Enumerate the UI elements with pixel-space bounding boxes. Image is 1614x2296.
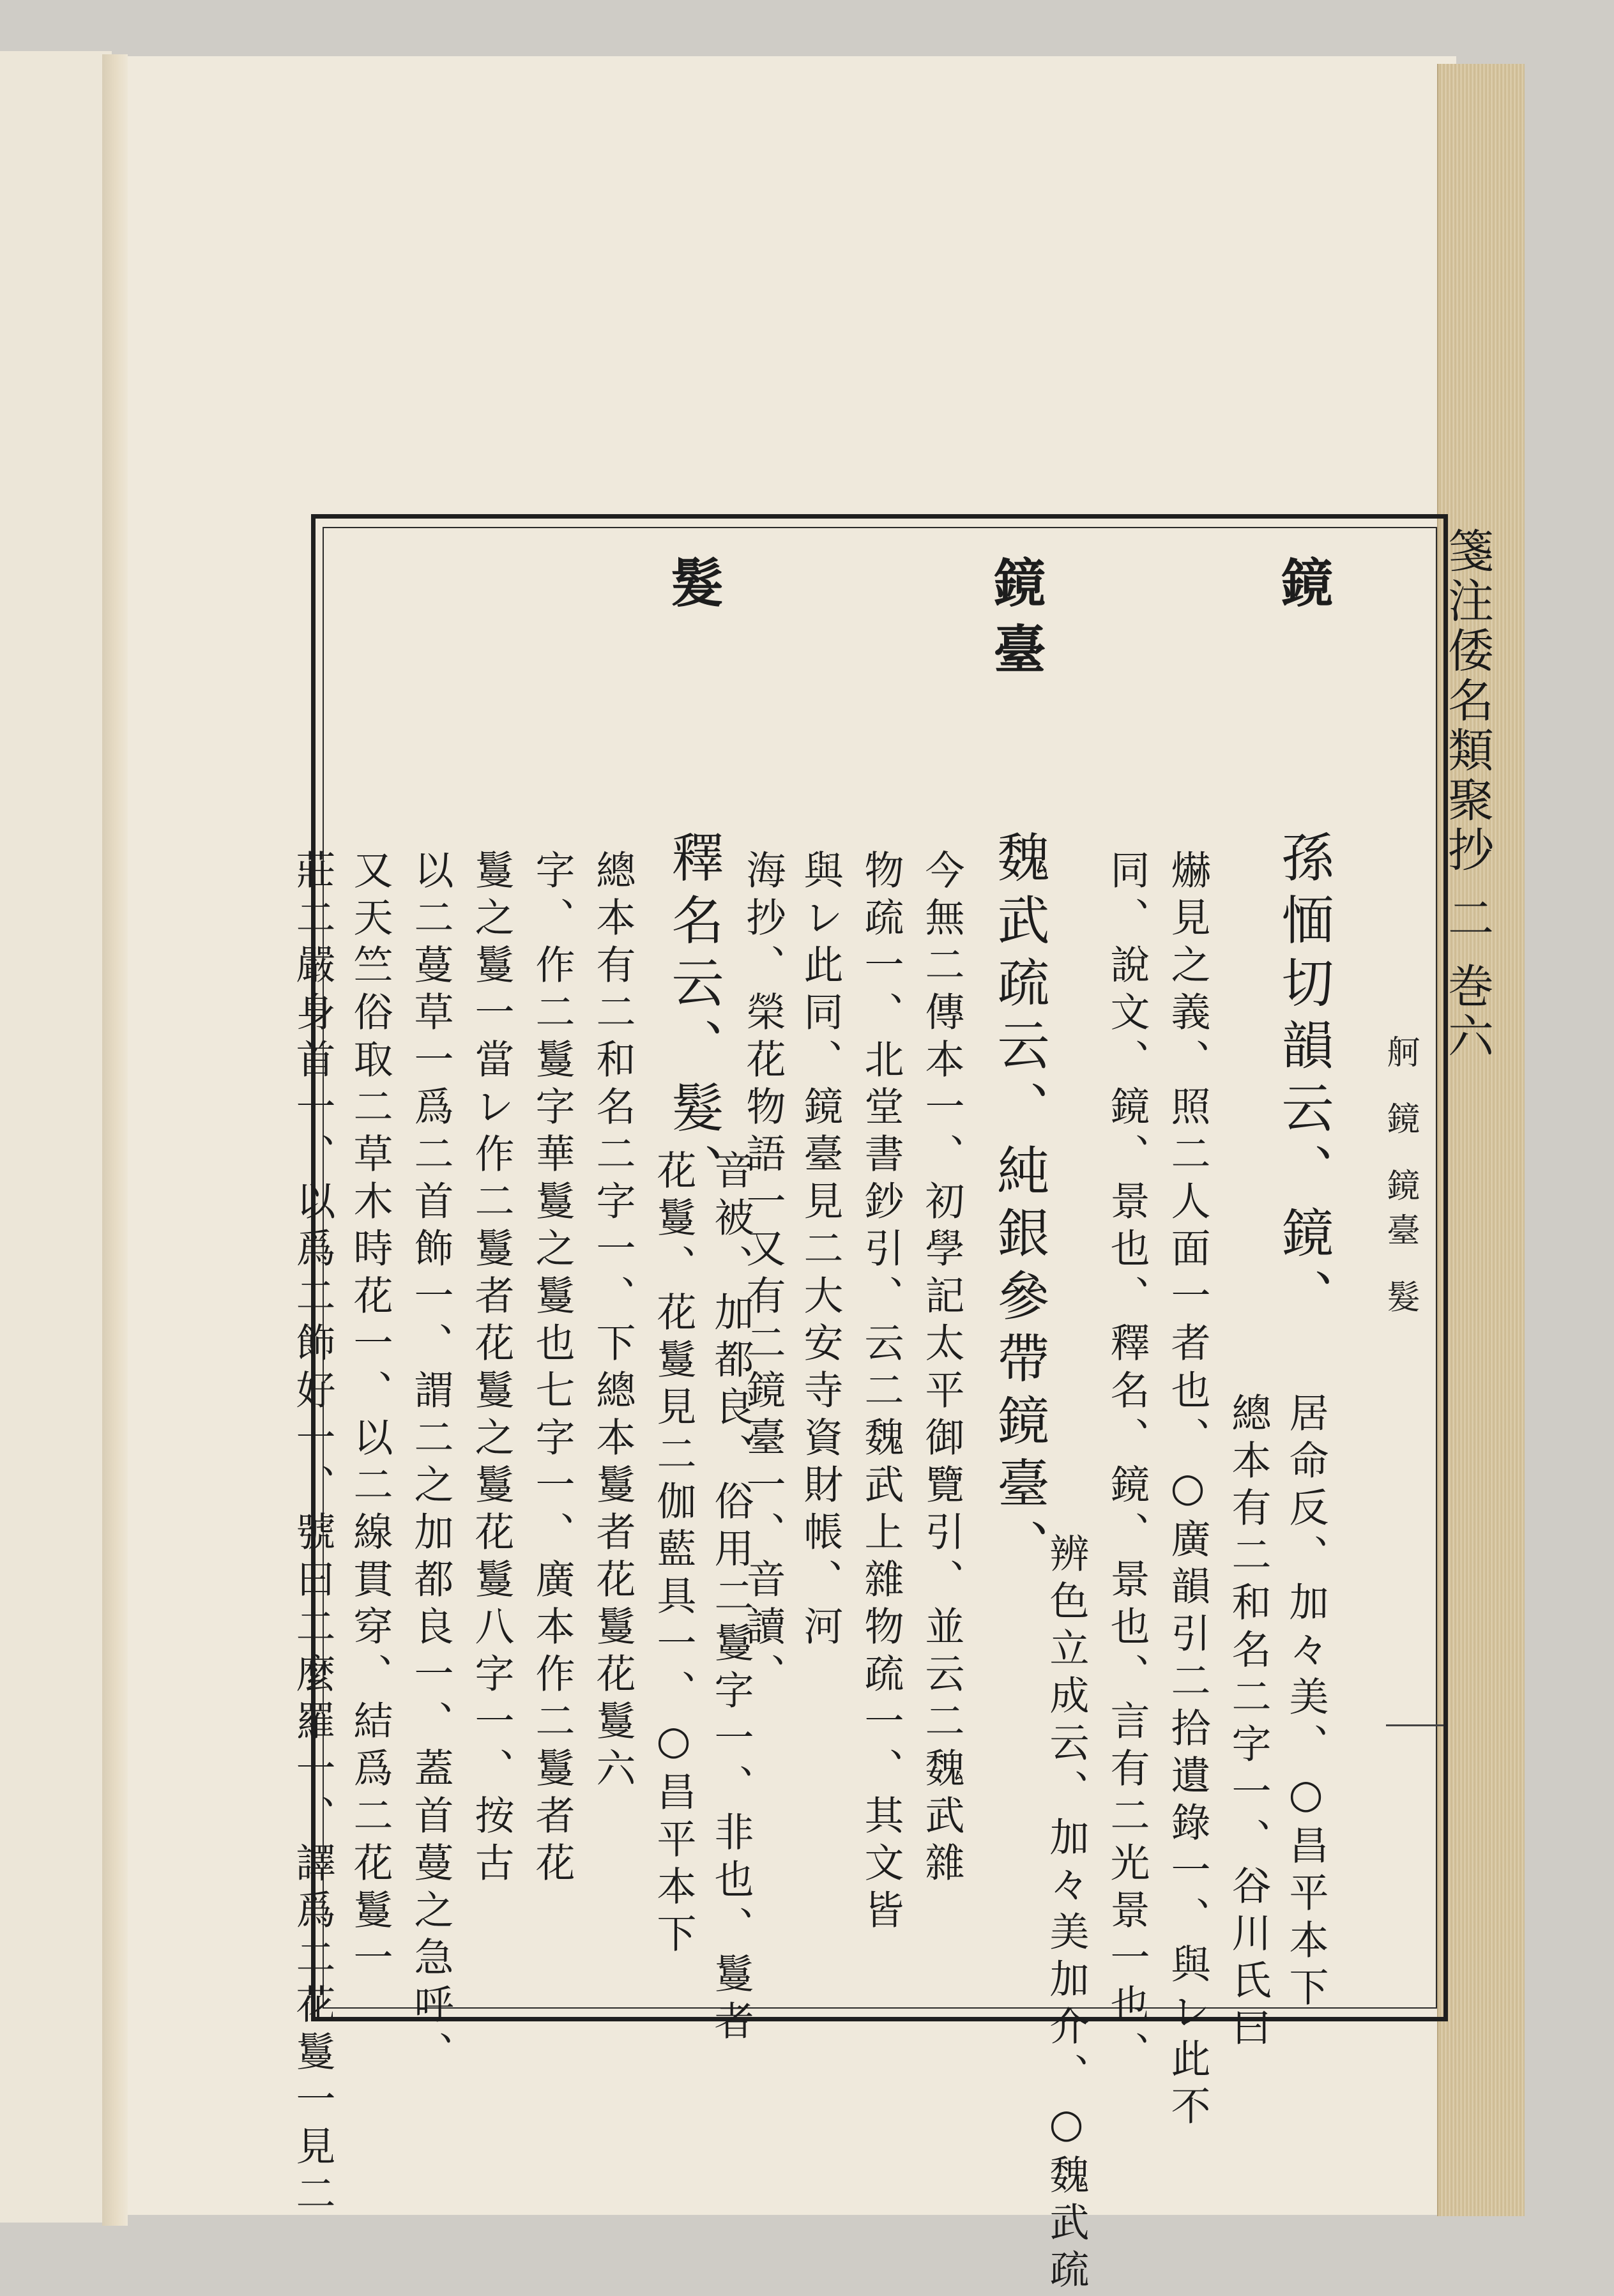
header-rule xyxy=(1386,1724,1443,1726)
section-header: 舸 鏡 鏡臺 髮 xyxy=(1381,1035,1419,1325)
text-column: 又天竺俗取二草木時花一、以二線貫穿、結爲二花鬘一 xyxy=(347,849,393,1984)
text-column: 以二蔓草一爲二首飾一、謂二之加都良一、蓋首蔓之急呼、 xyxy=(407,849,454,2078)
text-column: 物疏一、北堂書鈔引、云二魏武上雜物疏一、其文皆 xyxy=(858,849,904,1936)
text-column: 同、說文、鏡、景也、釋名、鏡、景也、言有二光景一也、 xyxy=(1104,849,1150,2078)
volume-number: 二 巻六 xyxy=(1440,893,1494,1062)
text-column: 今無二傳本一、初學記太平御覽引、並云二魏武雜 xyxy=(918,849,965,1889)
text-column: 居命反、加々美、○昌平本下 xyxy=(1283,1392,1329,2014)
text-column: 莊二嚴身首一、以爲二飾好一、號曰二麼羅一、譯爲二花鬘一見二 xyxy=(289,849,336,2220)
book-title xyxy=(1434,527,1500,1062)
text-column: 釋名云、髮、 xyxy=(663,830,724,1206)
left-page xyxy=(0,51,112,2223)
text-column: 花鬘、花鬘見二伽藍具一、○昌平本下 xyxy=(650,1150,697,1960)
text-column: 總本有二和名二字一、谷川氏曰 xyxy=(1225,1392,1272,2054)
text-column: 魏武疏云、純銀參帶鏡臺、 xyxy=(989,830,1049,1581)
text-column: 辨色立成云、加々美加介、○魏武疏 xyxy=(1043,1533,1090,2296)
text-column: 海抄、榮花物語一又有二鏡臺一、音讀、 xyxy=(740,849,786,1700)
heading-kagami-dai: 鏡臺 xyxy=(985,556,1046,688)
book-title-text: 箋注倭名類聚抄 xyxy=(1440,527,1494,876)
text-column: 與レ此同、鏡臺見二大安寺資財帳、河 xyxy=(797,849,844,1653)
heading-kagami: 鏡 xyxy=(1272,556,1334,622)
text-column: 字、作二鬘字華鬘之鬘也七字一、廣本作二鬘者花 xyxy=(529,849,575,1889)
text-column: 孫愐切韻云、鏡、 xyxy=(1273,830,1334,1331)
heading-kami: 髮 xyxy=(662,556,724,622)
text-column: 鬘之鬘一當レ作二鬘者花鬘之鬘花鬘八字一、按古 xyxy=(468,849,515,1889)
text-column: 總本有二和名二字一、下總本鬘者花鬘花鬘六 xyxy=(590,849,636,1795)
text-column: 爀見之義、照二人面一者也、○廣韻引二拾遺錄一、與レ此不 xyxy=(1164,849,1211,2133)
book-gutter xyxy=(102,54,128,2226)
text-column: 音被、加都良、俗用二鬘字一、非也、鬘者 xyxy=(708,1150,754,2048)
page-edges xyxy=(1437,64,1525,2216)
